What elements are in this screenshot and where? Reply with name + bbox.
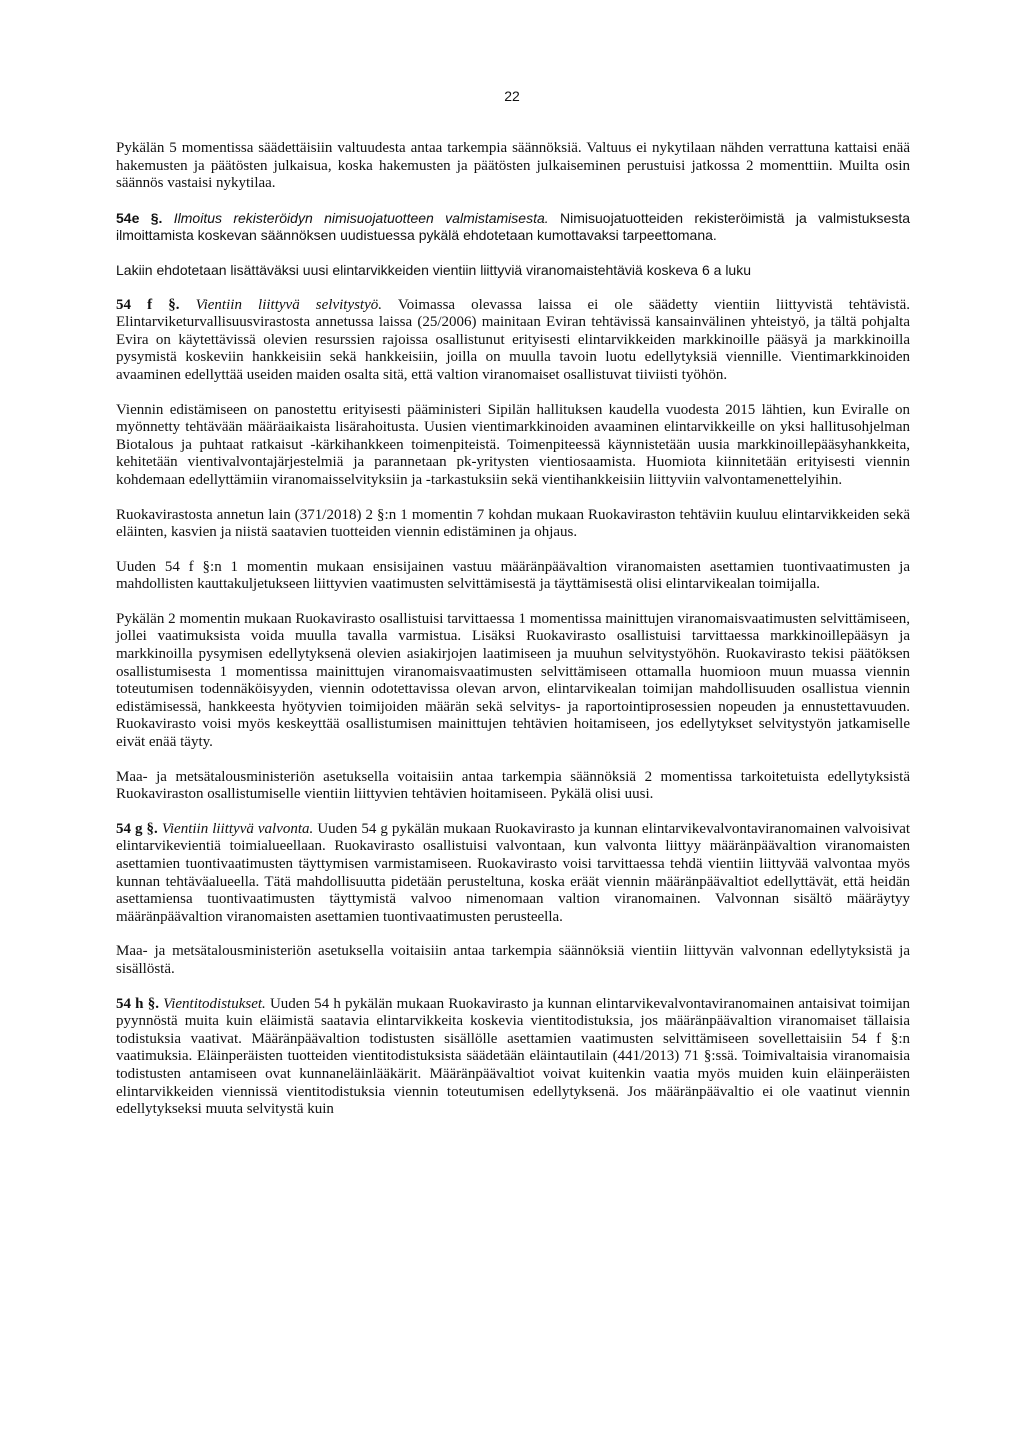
paragraph: Pykälän 2 momentin mukaan Ruokavirasto osallistuisi tarvittaessa 1 momentissa mainittujen viranomaisvaatimusten selvittämiseen, jollei vaatimuksista voida muulla tavalla varmistua. Lisäksi Ruokavirasto osallistuisi tarvittaessa markkinoillepääsyn ja markkinoilla pysymisen edellytyksenä olevien asiakirjojen laatimiseen ja muuhun selvitystyöhön. Ruokavirasto tekisi päätöksen osallistumisesta 1 momentissa mainittujen viranomaisvaatimusten selvittämiseen ottamalla huomioon muun muassa viennin toteutumisen todennäköisyyden, viennin odotettavissa olevan arvon, elintarvikealan toimijan mahdollisuuden osallistua viennin edistämisessä, hankkeesta hyötyvien toimijoiden määrän sekä selvitys- ja raportointiprosessien nopeuden ja ennustettavuuden. Ruokavirasto voisi myös keskeyttää osallistumisen mainittujen tehtävien hoitamiseen, jos edellytykset selvitystyön jatkamiselle eivät enää täyty. (116, 610, 910, 751)
section-title: Ilmoitus rekisteröidyn nimisuojatuotteen valmistamisesta. (173, 209, 549, 226)
section-title: Vientiin liittyvä selvitystyö. (195, 296, 383, 313)
section-number: 54e §. (116, 209, 163, 226)
section-54h: 54 h §. Vientitodistukset. Uuden 54 h pykälän mukaan Ruokavirasto ja kunnan elintarvikevalvontaviranomainen antaisivat toimijan pyynnöstä muita kuin eläimistä saatavia elintarvikkeita koskevia vientitodistuksia, jos määränpäävaltion viranomaiset tällaisia todistuksia vaativat. Määränpäävaltion todistusten sisällölle asettamien vaatimusten selvittämiseen sovellettaisiin 54 f §:n vaatimuksia. Eläinperäisten tuotteiden vientitodistuksista säädetään eläintautilain (441/2013) 71 §:ssä. Toimivaltaisia viranomaisia todistusten antamiseen ovat kunnaneläinlääkärit. Määränpäävaltiot voivat kuitenkin vaatia myös muiden kuin eläinperäisten elintarvikkeiden viennissä vientitodistuksia viennin toteutumisen edellytyksenä. Jos määränpäävaltio ei ole vaatinut viennin edellytykseksi muuta selvitystä kuin (116, 995, 910, 1118)
page-number: 22 (504, 88, 520, 104)
section-54f: 54 f §. Vientiin liittyvä selvitystyö. Voimassa olevassa laissa ei ole säädetty vientiin liittyvistä tehtävistä. Elintarviketurvallisuusvirastosta annetussa laissa (25/2006) mainitaan Eviran tehtävissä kansainvälinen yhteistyö, ja tältä pohjalta Evira on käytettävissä olevien resurssien rajoissa osallistunut erityisesti elintarvikkeiden markkinoille pääsyä ja markkinoilla pysymistä koskeviin hankkeisiin sekä hankkeisiin, joilla on muulla tavoin luotu edellytyksiä viennille. Vientimarkkinoiden avaaminen edellyttää useiden maiden osalta sitä, että valtion viranomaiset osallistuvat tiiviisti työhön. (116, 296, 911, 383)
document-body (116, 140, 910, 1136)
paragraph: Ruokavirastosta annetun lain (371/2018) 2 §:n 1 momentin 7 kohdan mukaan Ruokaviraston tehtäviin kuuluu elintarvikkeiden sekä eläinten, kasvien ja niistä saatavien tuotteiden viennin edistäminen ja ohjaus. (116, 506, 910, 541)
section-54g: 54 g §. Vientiin liittyvä valvonta. Uuden 54 g pykälän mukaan Ruokavirasto ja kunnan elintarvikevalvontaviranomainen valvoisivat elintarvikevientiä toimialueellaan. Ruokavirasto osallistuisi valvontaan, kun valvonta liittyy määränpäävaltion viranomaisten asettamien tuontivaatimusten täyttymisen varmistamiseen. Ruokavirasto voisi tarvittaessa tehdä vientiin liittyvää valvontaa myös kunnan tehtäväalueella. Tätä mahdollisuutta pidetään perusteltuna, koska eräät viennin määränpäävaltiot edellyttävät, että heidän asettamiensa tuontivaatimusten täyttymistä valvoo nimenomaan valtion viranomainen. Valvonnan sisältö määräytyy määränpäävaltion viranomaisten asettamien tuontivaatimusten perusteella. (116, 820, 911, 925)
section-number: 54 f §. (116, 296, 180, 313)
paragraph: Maa- ja metsätalousministeriön asetuksella voitaisiin antaa tarkempia säännöksiä 2 momentissa tarkoitetuista edellytyksistä Ruokaviraston osallistumiselle vientiin liittyvien tehtävien hoitamiseen. Pykälä olisi uusi. (116, 768, 910, 803)
paragraph: Viennin edistämiseen on panostettu erityisesti pääministeri Sipilän hallituksen kaudella vuodesta 2015 lähtien, kun Eviralle on myönnetty tehtävään määräaikaista lisärahoitusta. Uusien vientimarkkinoiden avaaminen elintarvikkeille on yksi hallitusohjelman Biotalous ja puhtaat ratkaisut -kärkihankkeen toimenpiteistä. Toimenpiteessä käynnistetään uusia markkinoillepääsyhankkeita, kehitetään vientivalvontajärjestelmiä ja parannetaan pk-yritysten vientiosaamista. Huomiota kiinnitetään erityisesti viennin kohdemaan edellyttämiin viranomaisselvityksiin ja -tarkastuksiin sekä vientihankkeisiin liittyviin valvontamenettelyihin. (116, 401, 910, 488)
section-54e: 54e §. Ilmoitus rekisteröidyn nimisuojatuotteen valmistamisesta. Nimisuojatuotteiden rekisteröimistä ja valmistuksesta ilmoittamista koskevan säännöksen uudistuessa pykälä ehdotetaan kumottavaksi tarpeettomana. (116, 209, 910, 244)
paragraph: Uuden 54 f §:n 1 momentin mukaan ensisijainen vastuu määränpäävaltion viranomaisten asettamien tuontivaatimusten ja mahdollisten kauttakuljetukseen liittyvien vaatimusten selvittämisestä ja täyttämisestä olisi elintarvikealan toimijalla. (116, 558, 910, 593)
section-number: 54 g §. (116, 820, 158, 837)
section-title: Vientitodistukset. (163, 995, 266, 1012)
section-number: 54 h §. (116, 995, 159, 1012)
paragraph: Pykälän 5 momentissa säädettäisiin valtuudesta antaa tarkempia säännöksiä. Valtuus ei nykytilaan nähden verrattuna kattaisi enää hakemusten ja päätösten julkaisua, koska hakemusten ja päätösten julkaiseminen perustuisi jatkossa 2 momenttiin. Muilta osin säännös vastaisi nykytilaa. (116, 140, 910, 192)
paragraph: Lakiin ehdotetaan lisättäväksi uusi elintarvikkeiden vientiin liittyviä viranomaistehtäviä koskeva 6 a luku (116, 261, 752, 278)
paragraph: Maa- ja metsätalousministeriön asetuksella voitaisiin antaa tarkempia säännöksiä vientiin liittyvän valvonnan edellytyksistä ja sisällöstä. (116, 943, 910, 977)
section-title: Vientiin liittyvä valvonta. (161, 820, 314, 837)
